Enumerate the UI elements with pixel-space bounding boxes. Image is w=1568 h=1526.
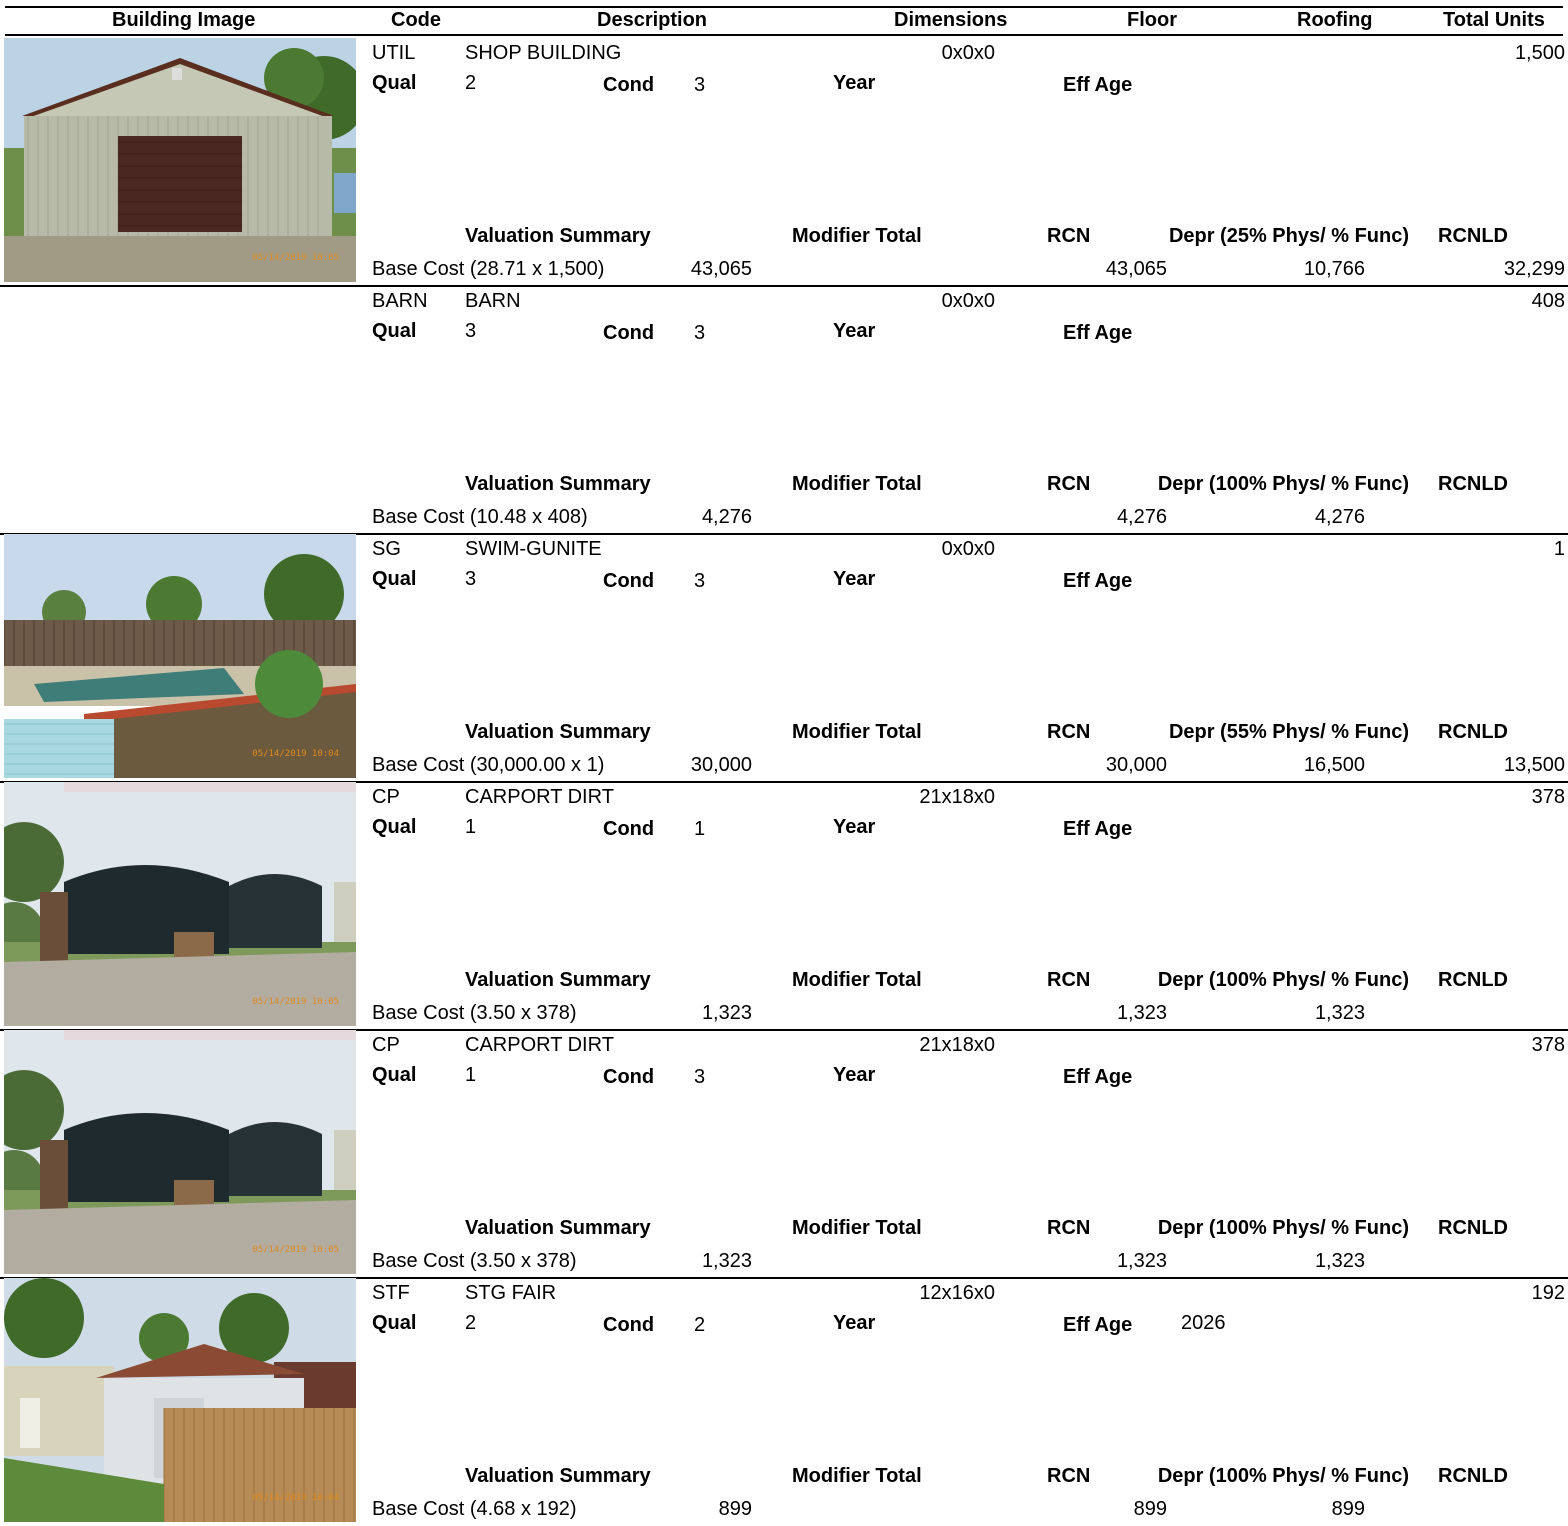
total-units-cell: 1,500 xyxy=(1514,42,1565,64)
rcn-label: RCN xyxy=(1047,473,1091,495)
description-cell: STG FAIR xyxy=(465,1282,557,1304)
rcnld-value: 32,299 xyxy=(1503,258,1565,280)
eff-age-label: Eff Age xyxy=(1063,570,1133,592)
building-row xyxy=(0,782,1568,1030)
base-cost-value: 43,065 xyxy=(690,258,752,280)
total-units-cell: 408 xyxy=(1531,290,1565,312)
year-label: Year xyxy=(833,72,876,94)
dimensions-cell: 12x16x0 xyxy=(919,1282,995,1304)
depr-label: Depr (100% Phys/ % Func) xyxy=(1157,473,1409,495)
cond-value: 3 xyxy=(694,570,706,592)
depr-label: Depr (100% Phys/ % Func) xyxy=(1157,969,1409,991)
base-cost-cell: Base Cost (3.50 x 378) xyxy=(372,1002,577,1024)
valuation-summary-label: Valuation Summary xyxy=(465,721,651,743)
modifier-total-label: Modifier Total xyxy=(792,225,922,247)
cond-label: Cond xyxy=(603,1066,655,1088)
svg-text:05/14/2019 10:04: 05/14/2019 10:04 xyxy=(252,749,339,759)
depr-label: Depr (100% Phys/ % Func) xyxy=(1157,1217,1409,1239)
total-units-cell: 378 xyxy=(1531,1034,1565,1056)
dimensions-cell: 0x0x0 xyxy=(941,538,995,560)
building-row xyxy=(0,38,1568,286)
code-cell: BARN xyxy=(372,290,428,312)
description-cell: CARPORT DIRT xyxy=(465,1034,614,1056)
rcn-label: RCN xyxy=(1047,1217,1091,1239)
eff-age-label: Eff Age xyxy=(1063,1314,1133,1336)
cond-value: 3 xyxy=(694,74,706,96)
total-units-cell: 378 xyxy=(1531,786,1565,808)
base-cost-cell: Base Cost (10.48 x 408) xyxy=(372,506,588,528)
valuation-summary-label: Valuation Summary xyxy=(465,225,651,247)
qual-label: Qual xyxy=(372,816,417,838)
cond-value: 3 xyxy=(694,322,706,344)
header-dimensions: Dimensions xyxy=(894,9,1008,31)
rcn-label: RCN xyxy=(1047,721,1091,743)
modifier-total-label: Modifier Total xyxy=(792,969,922,991)
cond-value: 3 xyxy=(694,1066,706,1088)
dimensions-cell: 21x18x0 xyxy=(919,1034,995,1056)
base-cost-value: 30,000 xyxy=(690,754,752,776)
rcnld-label: RCNLD xyxy=(1438,1465,1508,1487)
shop-building-photo xyxy=(4,38,356,282)
base-cost-value: 899 xyxy=(718,1498,752,1520)
rcnld-label: RCNLD xyxy=(1438,225,1508,247)
base-cost-value: 1,323 xyxy=(701,1250,752,1272)
modifier-total-label: Modifier Total xyxy=(792,1217,922,1239)
description-cell: SWIM-GUNITE xyxy=(465,538,602,560)
dimensions-cell: 0x0x0 xyxy=(941,290,995,312)
rcn-value: 1,323 xyxy=(1116,1002,1167,1024)
table-header xyxy=(0,0,1568,36)
modifier-total-label: Modifier Total xyxy=(792,1465,922,1487)
valuation-summary-label: Valuation Summary xyxy=(465,1217,651,1239)
description-cell: BARN xyxy=(465,290,521,312)
building-row xyxy=(0,1030,1568,1278)
carport-photo xyxy=(4,1030,356,1274)
rcnld-label: RCNLD xyxy=(1438,473,1508,495)
total-units-cell: 1 xyxy=(1553,538,1565,560)
svg-text:05/14/2019 10:05: 05/14/2019 10:05 xyxy=(252,253,339,263)
rcn-value: 43,065 xyxy=(1105,258,1167,280)
rcn-value: 4,276 xyxy=(1116,506,1167,528)
depr-label: Depr (25% Phys/ % Func) xyxy=(1168,225,1409,247)
eff-age-label: Eff Age xyxy=(1063,74,1133,96)
svg-text:05/14/2019 10:05: 05/14/2019 10:05 xyxy=(252,1245,339,1255)
total-units-cell: 192 xyxy=(1531,1282,1565,1304)
qual-value: 1 xyxy=(465,816,477,838)
year-label: Year xyxy=(833,568,876,590)
qual-value: 2 xyxy=(465,1312,477,1334)
rcnld-label: RCNLD xyxy=(1438,1217,1508,1239)
eff-age-label: Eff Age xyxy=(1063,322,1133,344)
qual-label: Qual xyxy=(372,568,417,590)
description-cell: SHOP BUILDING xyxy=(465,42,622,64)
swimming-pool-photo xyxy=(4,534,356,778)
header-top-rule xyxy=(5,6,1563,8)
rcn-label: RCN xyxy=(1047,1465,1091,1487)
modifier-total-label: Modifier Total xyxy=(792,721,922,743)
base-cost-cell: Base Cost (30,000.00 x 1) xyxy=(372,754,605,776)
year-label: Year xyxy=(833,1064,876,1086)
year-label: Year xyxy=(833,816,876,838)
header-total-units: Total Units xyxy=(1443,9,1545,31)
description-cell: CARPORT DIRT xyxy=(465,786,614,808)
cond-value: 1 xyxy=(694,818,706,840)
valuation-summary-label: Valuation Summary xyxy=(465,969,651,991)
cond-label: Cond xyxy=(603,322,655,344)
depr-label: Depr (100% Phys/ % Func) xyxy=(1157,1465,1409,1487)
header-code: Code xyxy=(391,9,441,31)
header-building-image: Building Image xyxy=(112,9,256,31)
eff-age-label: Eff Age xyxy=(1063,818,1133,840)
header-floor: Floor xyxy=(1127,9,1177,31)
rcnld-value: 13,500 xyxy=(1503,754,1565,776)
code-cell: CP xyxy=(372,1034,400,1056)
rcn-label: RCN xyxy=(1047,969,1091,991)
qual-value: 3 xyxy=(465,568,477,590)
header-bottom-rule xyxy=(5,34,1563,36)
valuation-summary-label: Valuation Summary xyxy=(465,1465,651,1487)
cond-value: 2 xyxy=(694,1314,706,1336)
qual-value: 1 xyxy=(465,1064,477,1086)
dimensions-cell: 21x18x0 xyxy=(919,786,995,808)
year-label: Year xyxy=(833,1312,876,1334)
storage-shed-photo xyxy=(4,1278,356,1522)
rcnld-label: RCNLD xyxy=(1438,969,1508,991)
qual-value: 2 xyxy=(465,72,477,94)
base-cost-cell: Base Cost (28.71 x 1,500) xyxy=(372,258,605,280)
building-row xyxy=(0,286,1568,534)
building-row xyxy=(0,534,1568,782)
rcn-value: 1,323 xyxy=(1116,1250,1167,1272)
base-cost-value: 1,323 xyxy=(701,1002,752,1024)
depr-value: 10,766 xyxy=(1303,258,1365,280)
cond-label: Cond xyxy=(603,818,655,840)
modifier-total-label: Modifier Total xyxy=(792,473,922,495)
rcn-label: RCN xyxy=(1047,225,1091,247)
cond-label: Cond xyxy=(603,1314,655,1336)
depr-value: 899 xyxy=(1331,1498,1365,1520)
header-roofing: Roofing xyxy=(1297,9,1373,31)
depr-value: 4,276 xyxy=(1314,506,1365,528)
qual-value: 3 xyxy=(465,320,477,342)
qual-label: Qual xyxy=(372,72,417,94)
valuation-summary-label: Valuation Summary xyxy=(465,473,651,495)
qual-label: Qual xyxy=(372,1312,417,1334)
svg-text:05/14/2019 10:05: 05/14/2019 10:05 xyxy=(252,997,339,1007)
rcn-value: 899 xyxy=(1133,1498,1167,1520)
carport-photo xyxy=(4,782,356,1026)
code-cell: SG xyxy=(372,538,401,560)
cond-label: Cond xyxy=(603,570,655,592)
dimensions-cell: 0x0x0 xyxy=(941,42,995,64)
svg-text:05/14/2019 10:04: 05/14/2019 10:04 xyxy=(252,1493,339,1503)
qual-label: Qual xyxy=(372,1064,417,1086)
eff-age-label: Eff Age xyxy=(1063,1066,1133,1088)
eff-age-value: 2026 xyxy=(1181,1312,1226,1334)
base-cost-value: 4,276 xyxy=(701,506,752,528)
qual-label: Qual xyxy=(372,320,417,342)
base-cost-cell: Base Cost (3.50 x 378) xyxy=(372,1250,577,1272)
building-row xyxy=(0,1278,1568,1526)
depr-value: 1,323 xyxy=(1314,1250,1365,1272)
depr-label: Depr (55% Phys/ % Func) xyxy=(1168,721,1409,743)
cond-label: Cond xyxy=(603,74,655,96)
depr-value: 16,500 xyxy=(1303,754,1365,776)
code-cell: UTIL xyxy=(372,42,416,64)
code-cell: CP xyxy=(372,786,400,808)
depr-value: 1,323 xyxy=(1314,1002,1365,1024)
rcnld-label: RCNLD xyxy=(1438,721,1508,743)
year-label: Year xyxy=(833,320,876,342)
rcn-value: 30,000 xyxy=(1105,754,1167,776)
base-cost-cell: Base Cost (4.68 x 192) xyxy=(372,1498,577,1520)
header-description: Description xyxy=(597,9,708,31)
code-cell: STF xyxy=(372,1282,410,1304)
